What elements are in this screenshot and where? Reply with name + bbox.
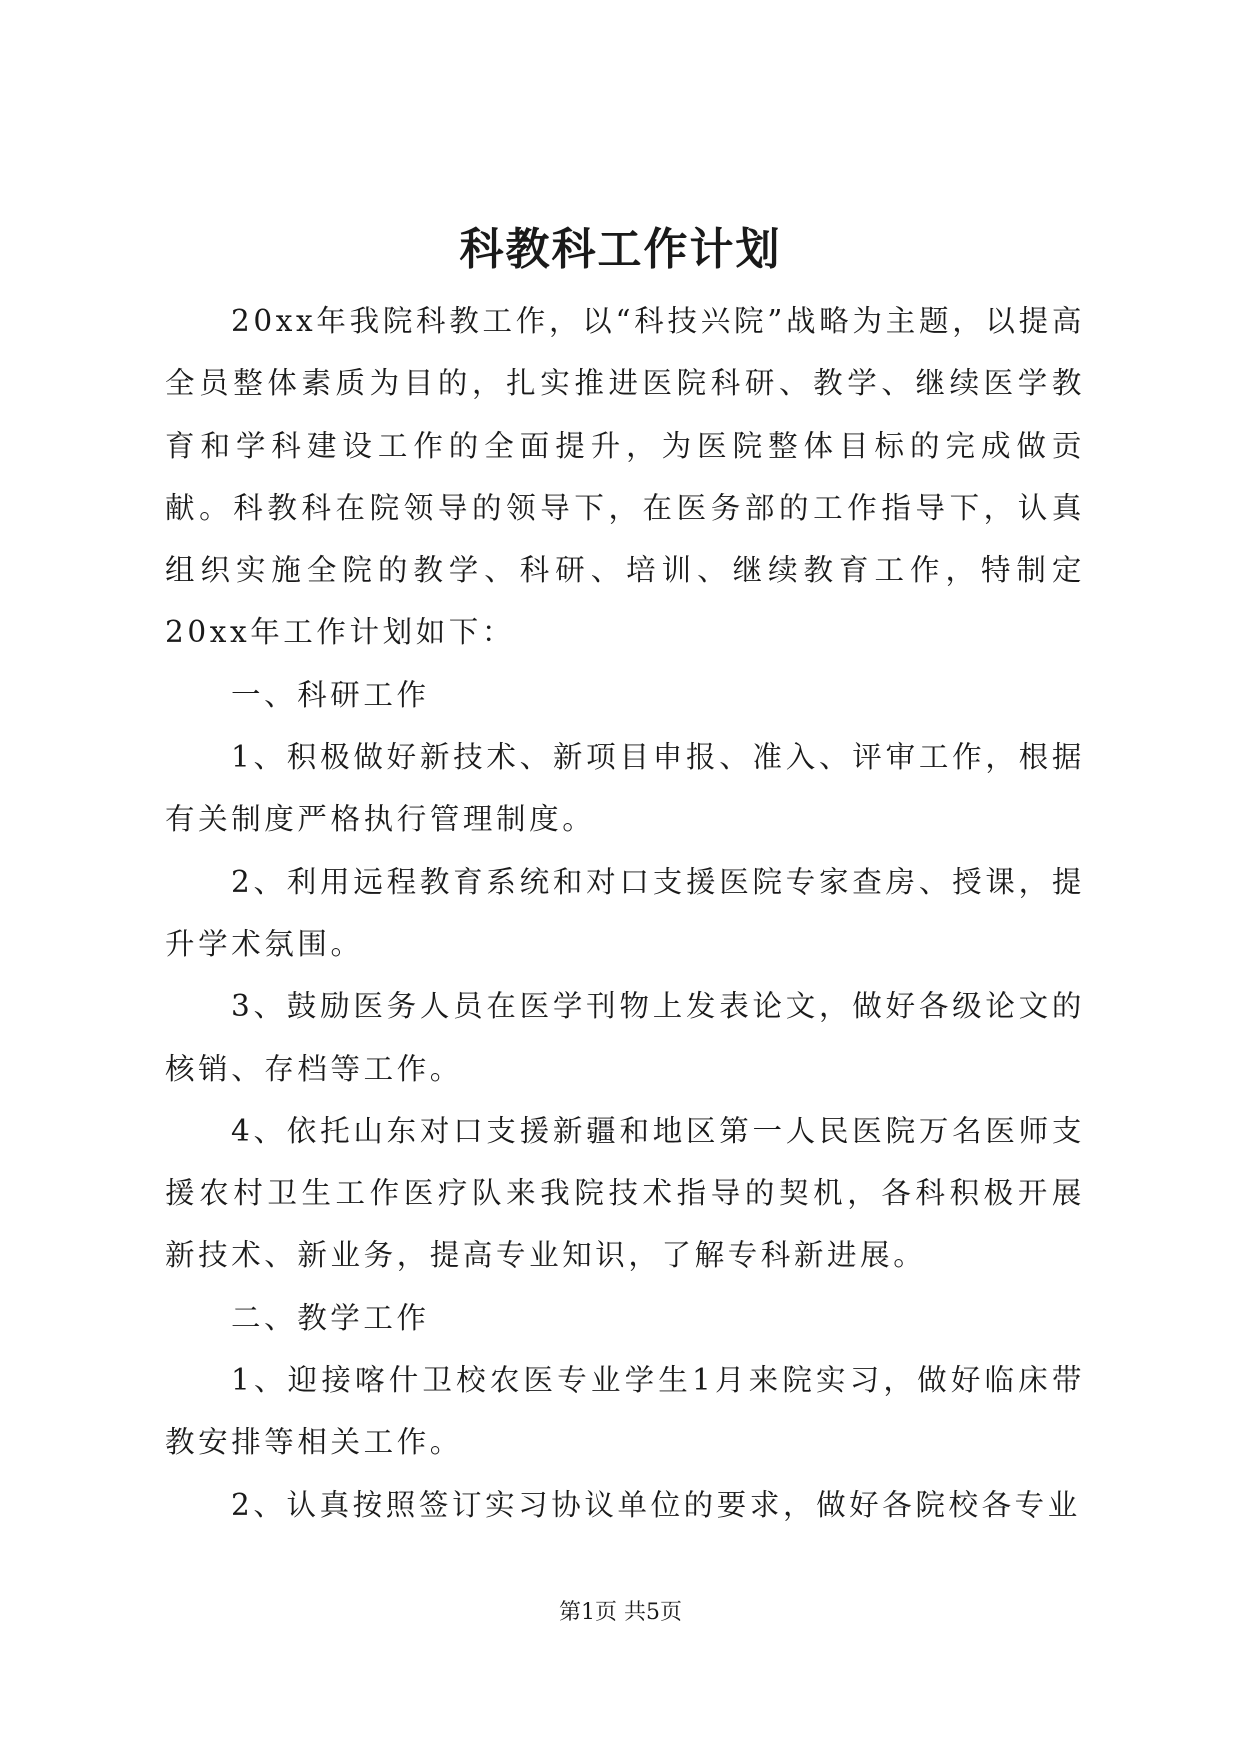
paragraph-teaching-1: 1、迎接喀什卫校农医专业学生1月来院实习，做好临床带教安排等相关工作。 (165, 1363, 1085, 1460)
paragraph-research-4: 4、依托山东对口支援新疆和地区第一人民医院万名医师支援农村卫生工作医疗队来我院技术指导的契机，各科积极开展新技术、新业务，提高专业知识，了解专科新进展。 (165, 1113, 1085, 1273)
paragraph-teaching-2: 2、认真按照签订实习协议单位的要求，做好各院校各专业 (231, 1487, 1081, 1522)
paragraph-research-3: 3、鼓励医务人员在医学刊物上发表论文，做好各级论文的核销、存档等工作。 (165, 989, 1085, 1086)
paragraph-intro: 20xx年我院科教工作，以“科技兴院”战略为主题，以提高全员整体素质为目的，扎实推进医院科研、教学、继续医学教育和学科建设工作的全面提升，为医院整体目标的完成做贡献。科教科在院领导的领导下，在医务部的工作指导下，认真组织实施全院的教学、科研、培训、继续教育工作，特制定20xx年工作计划如下： (165, 304, 1085, 650)
paragraph-research-2: 2、利用远程教育系统和对口支援医院专家查房、授课，提升学术氛围。 (165, 864, 1085, 961)
section-heading-research: 一、科研工作 (231, 677, 430, 712)
page-footer: 第1页 共5页 (559, 1600, 682, 1625)
paragraph-research-1: 1、积极做好新技术、新项目申报、准入、评审工作，根据有关制度严格执行管理制度。 (165, 740, 1085, 837)
document-title: 科教科工作计划 (459, 224, 782, 275)
document-body (165, 290, 1085, 1536)
section-heading-teaching: 二、教学工作 (231, 1300, 430, 1335)
